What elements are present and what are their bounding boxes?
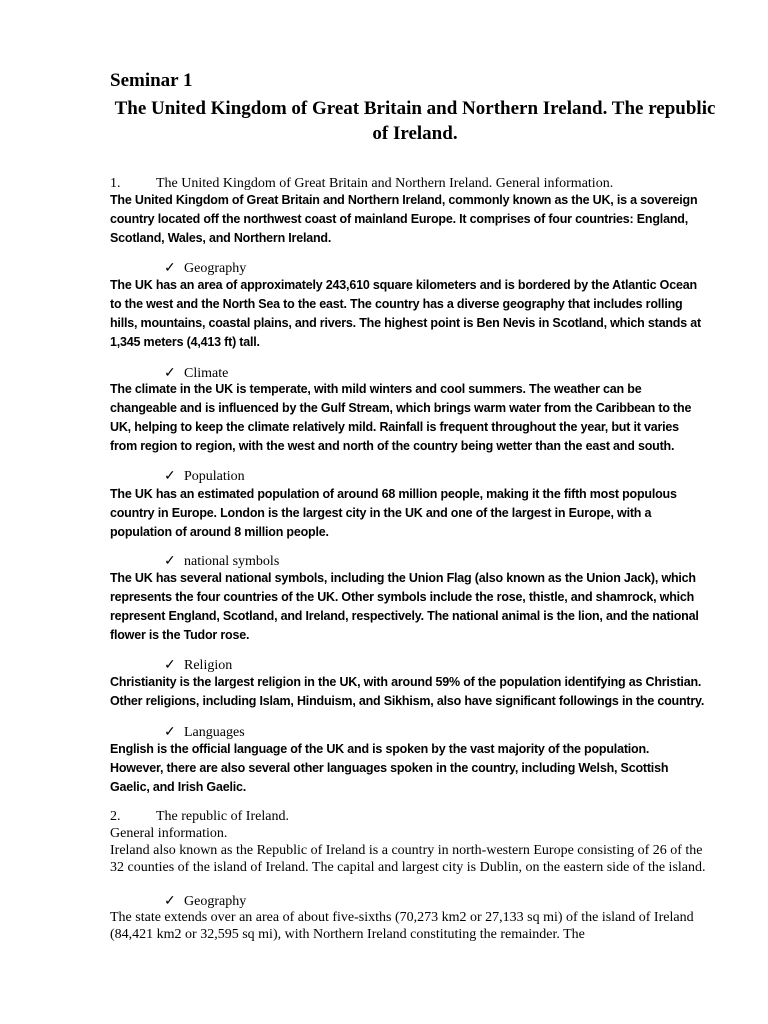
section-1-title: The United Kingdom of Great Britain and Northern Ireland. General information.: [156, 176, 614, 191]
checkmark-icon: ✓: [164, 725, 176, 740]
section-2-title: The republic of Ireland.: [156, 809, 289, 824]
seminar-label: Seminar 1: [110, 70, 193, 91]
subsection-geography-heading: [164, 260, 246, 277]
section-2-intro: Ireland also known as the Republic of Ireland is a country in north-western Europe consisting of 26 of the 32 counties of the island of Ireland. The capital and largest city is Dublin, on the eastern side of the island.: [110, 843, 706, 875]
section-1-number: 1.: [110, 176, 121, 191]
subsection-ireland-geography-heading: [164, 893, 246, 910]
subsection-ireland-geography-title: Geography: [184, 894, 247, 909]
subsection-geography-text: The UK has an area of approximately 243,610 square kilometers and is bordered by the Atlantic Ocean to the west and the North Sea to the east. The country has a diverse geography that includes rolling hills, mountains, coastal plains, and rivers. The highest point is Ben Nevis in Scotland, which stands at 1,345 meters (4,413 ft) tall.: [110, 278, 701, 349]
subsection-religion-title: Religion: [184, 658, 233, 673]
subsection-religion-heading: [164, 657, 232, 674]
subsection-languages-heading: [164, 724, 245, 741]
checkmark-icon: ✓: [164, 658, 176, 673]
section-2-heading: [110, 809, 289, 825]
checkmark-icon: ✓: [164, 894, 176, 909]
subsection-population-heading: [164, 468, 245, 485]
subsection-national-symbols-text: The UK has several national symbols, including the Union Flag (also known as the Union Jack), which represents the four countries of the UK. Other symbols include the rose, thistle, and shamrock, which represent England, Scotland, and Ireland, respectively. The national animal is the lion, and the national flower is the Tudor rose.: [110, 571, 699, 642]
subsection-geography-title: Geography: [184, 261, 247, 276]
section-2-number: 2.: [110, 809, 121, 824]
subsection-national-symbols-title: national symbols: [184, 554, 280, 569]
section-1-heading: [110, 176, 613, 192]
subsection-languages-text: English is the official language of the UK and is spoken by the vast majority of the population. However, there are also several other languages spoken in the country, including Welsh, Scottish Gaelic, and Irish Gaelic.: [110, 742, 669, 794]
subsection-population-text: The UK has an estimated population of around 68 million people, making it the fifth most populous country in Europe. London is the largest city in the UK and one of the largest in Europe, with a population of around 8 million people.: [110, 487, 677, 539]
subsection-ireland-geography-text: The state extends over an area of about five-sixths (70,273 km2 or 27,133 sq mi) of the island of Ireland (84,421 km2 or 32,595 sq mi), with Northern Ireland constituting the remainder. The: [110, 910, 694, 942]
subsection-national-symbols-heading: [164, 553, 279, 570]
subsection-climate-title: Climate: [184, 366, 229, 381]
checkmark-icon: ✓: [164, 469, 176, 484]
checkmark-icon: ✓: [164, 554, 176, 569]
subsection-climate-text: The climate in the UK is temperate, with mild winters and cool summers. The weather can be changeable and is influenced by the Gulf Stream, which brings warm water from the Caribbean to the UK, helping to keep the climate relatively mild. Rainfall is frequent throughout the year, but it varies from region to region, with the west and north of the country being wetter than the east and south.: [110, 382, 692, 453]
section-1-intro: The United Kingdom of Great Britain and Northern Ireland, commonly known as the UK, is a sovereign country located off the northwest coast of mainland Europe. It comprises of four countries: England, Scotland, Wales, and Northern Ireland.: [110, 193, 698, 245]
checkmark-icon: ✓: [164, 261, 176, 276]
checkmark-icon: ✓: [164, 366, 176, 381]
subsection-religion-text: Christianity is the largest religion in the UK, with around 59% of the population identifying as Christian. Other religions, including Islam, Hinduism, and Sikhism, also have significant followings in the country.: [110, 675, 705, 708]
section-2-general-label: General information.: [110, 826, 228, 841]
subsection-languages-title: Languages: [184, 725, 245, 740]
subsection-population-title: Population: [184, 469, 245, 484]
document-title: The United Kingdom of Great Britain and Northern Ireland. The republic of Ireland.: [114, 98, 716, 144]
